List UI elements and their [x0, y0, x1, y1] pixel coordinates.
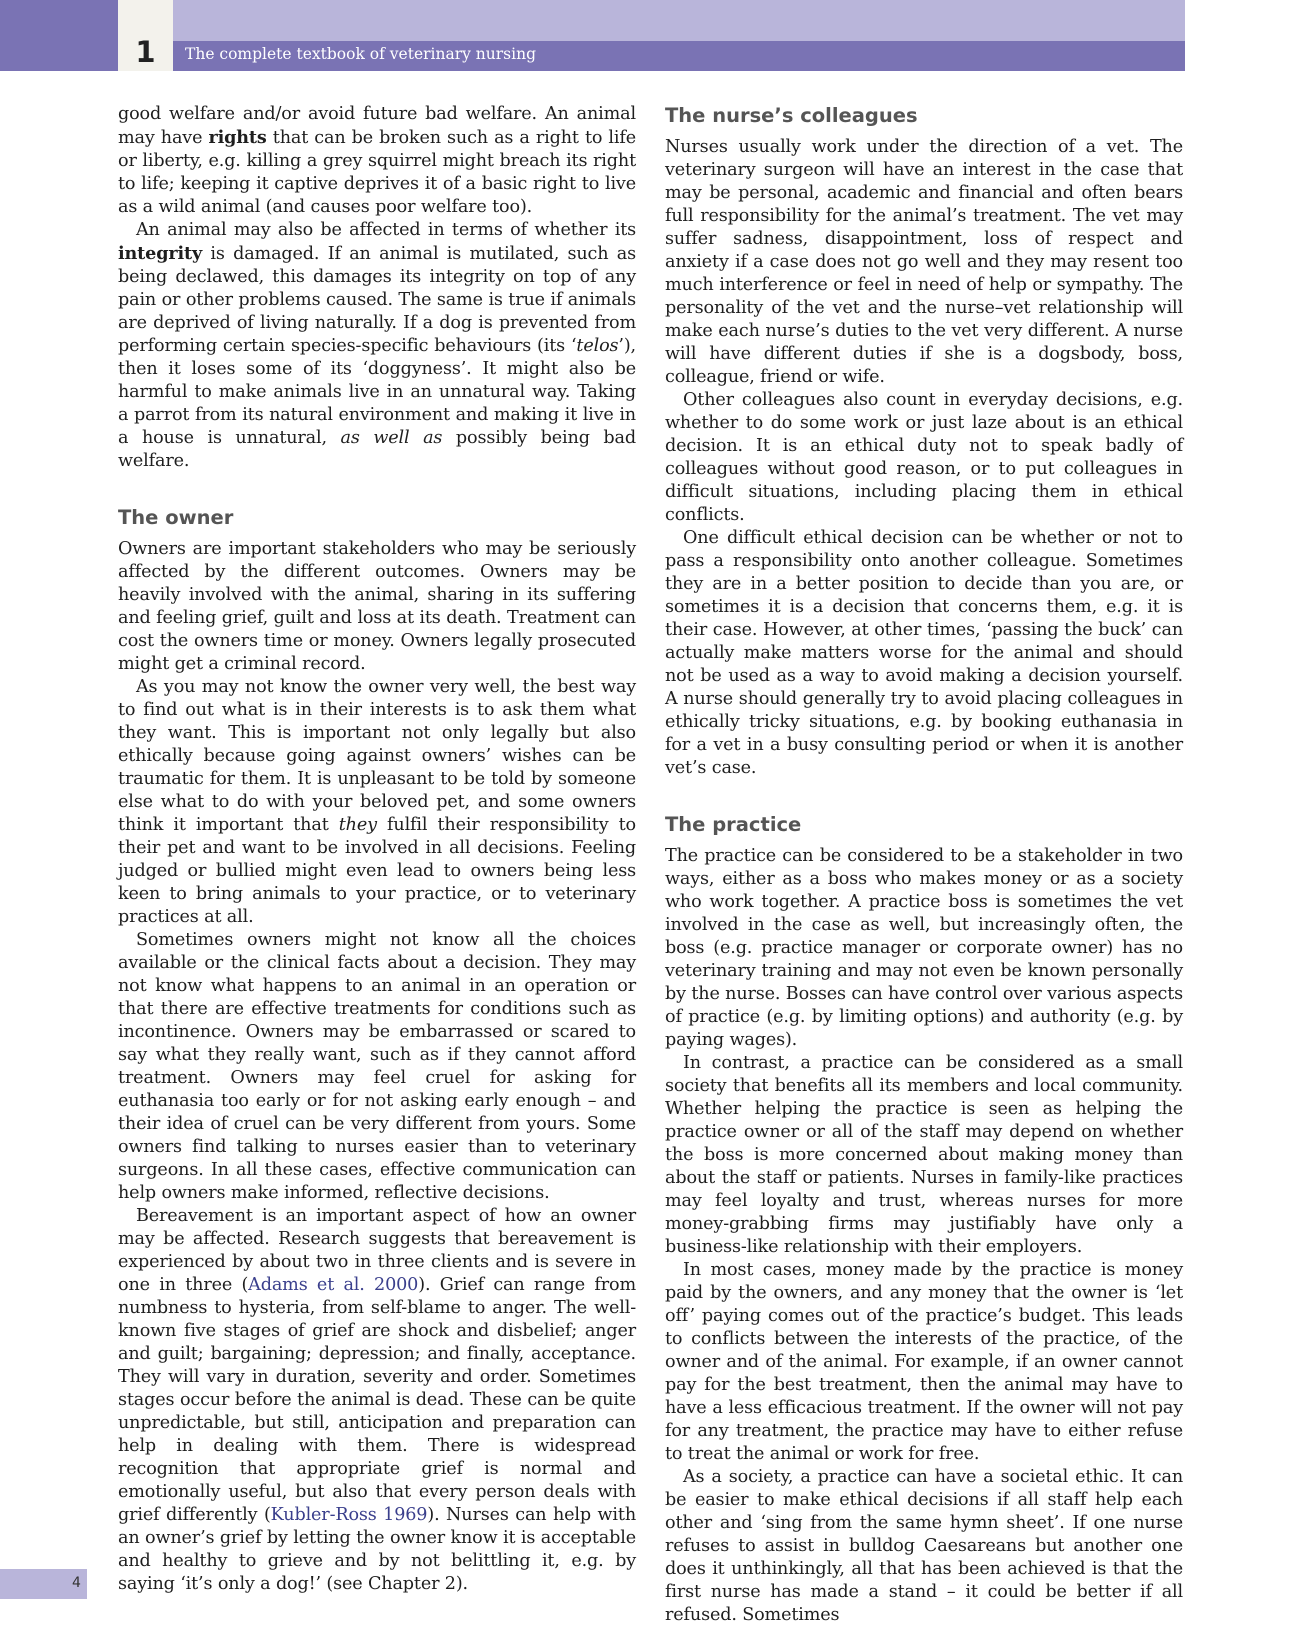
paragraph: Nurses usually work under the direction of a vet. The veterinary surgeon will have an interest in the case that may be personal, academic and financial and often bears full responsibility for the animal’s treatment. The vet may suffer sadness, disappointment, loss of respect and anxiety if a case does not go well and they may resent too much interference or feel in need of help or sympathy. The personality of the vet and the nurse–vet relationship will make each nurse’s duties to the vet very different. A nurse will have different duties if she is a dogsbody, boss, colleague, friend or wife.	[665, 137, 1183, 387]
paragraph: good welfare and/or avoid future bad welfare. An animal may have rights that can be broken such as a right to life or liberty, e.g. killing a grey squirrel might breach its right to life; keeping it captive deprives it of a basic right to live as a wild animal (and causes poor welfare too).	[118, 104, 637, 217]
paragraph: The practice can be considered to be a stakeholder in two ways, either as a boss who makes money or as a society who work together. A practice boss is sometimes the vet involved in the case as well, but increasingly often, the boss (e.g. practice manager or corporate owner) has no veterinary training and may not even be known personally by the nurse. Bosses can have control over various aspects of practice (e.g. by limiting options) and authority (e.g. by paying wages).	[665, 846, 1184, 1050]
paragraph: In contrast, a practice can be considered as a small society that benefits all its members and local community. Whether helping the practice is seen as helping the practice owner or all of the staff may depend on whether the boss is more concerned about making money than about the staff or patients. Nurses in family-like practices may feel loyalty and trust, whereas nurses for more money-grabbing firms may justifiably have only a business-like relationship with their employers.	[665, 1053, 1183, 1257]
chapter-number: 1	[135, 35, 156, 69]
citation-link[interactable]: Kubler-Ross 1969	[270, 1505, 428, 1525]
section-heading-owner: The owner	[118, 506, 234, 529]
section-heading-practice: The practice	[665, 813, 802, 836]
paragraph: In most cases, money made by the practice is money paid by the owners, and any money that the owner is ‘let off’ paying comes out of the practice’s budget. This leads to conflicts between the interests of the practice, of the owner and of the animal. For example, if an owner cannot pay for the best treatment, then the animal may have to have a less efficacious treatment. If the owner will not pay for any treatment, the practice may have to either refuse to treat the animal or work for free.	[665, 1260, 1183, 1464]
running-title: The complete textbook of veterinary nursing	[185, 45, 536, 63]
paragraph: An animal may also be affected in terms of whether its integrity is damaged. If an animal is mutilated, such as being declawed, this damages its integrity on top of any pain or other problems caused. The same is true if animals are deprived of living naturally. If a dog is prevented from performing certain species-specific behaviours (its ‘telos’), then it loses some of its ‘doggyness’. It might also be harmful to make animals live in an unnatural way. Taking a parrot from its natural environment and making it live in a house is unnatural, as well as possibly being bad welfare.	[118, 220, 636, 471]
header-left-block	[0, 0, 118, 41]
paragraph: Other colleagues also count in everyday decisions, e.g. whether to do some work or just laze about is an ethical decision. It is an ethical duty not to speak badly of colleagues without good reason, or to put colleagues in difficult situations, including placing them in ethical conflicts.	[665, 390, 1183, 525]
right-column	[665, 103, 1183, 1627]
left-column	[118, 103, 636, 1596]
paragraph: One difficult ethical decision can be whether or not to pass a responsibility onto another colleague. Sometimes they are in a better position to decide than you are, or sometimes it is a decision that concerns them, e.g. it is their case. However, at other times, ‘passing the buck’ can actually make matters worse for the animal and should not be used as a way to avoid making a decision yourself. A nurse should generally try to avoid placing colleagues in ethically tricky situations, e.g. by booking euthanasia in for a vet in a busy consulting period or when it is another vet’s case.	[665, 528, 1183, 778]
chapter-tab	[118, 0, 173, 71]
section-heading-colleagues: The nurse’s colleagues	[665, 104, 918, 127]
paragraph: As a society, a practice can have a societal ethic. It can be easier to make ethical decisions if all staff help each other and ‘sing from the same hymn sheet’. If one nurse refuses to assist in bulldog Caesareans but another one does it unthinkingly, all that has been achieved is that the first nurse has made a stand – it could be better if all refused. Sometimes	[665, 1467, 1183, 1625]
paragraph: Owners are important stakeholders who may be seriously affected by the different outcomes. Owners may be heavily involved with the animal, sharing in its suffering and feeling grief, guilt and loss at its death. Treatment can cost the owners time or money. Owners legally prosecuted might get a criminal record.	[118, 539, 636, 674]
page-number: 4	[72, 1575, 81, 1591]
paragraph: Sometimes owners might not know all the choices available or the clinical facts about a decision. They may not know what happens to an animal in an operation or that there are effective treatments for conditions such as incontinence. Owners may be embarrassed or scared to say what they really want, such as if they cannot afford treatment. Owners may feel cruel for asking for euthanasia too early or for not asking early enough – and their idea of cruel can be very different from yours. Some owners find talking to nurses easier than to veterinary surgeons. In all these cases, effective communication can help owners make informed, reflective decisions.	[118, 930, 636, 1203]
paragraph: As you may not know the owner very well, the best way to find out what is in their interests is to ask them what they want. This is important not only legally but also ethically because going against owners’ wishes can be traumatic for them. It is unpleasant to be told by someone else what to do with your beloved pet, and some owners think it important that they fulfil their responsibility to their pet and want to be involved in all decisions. Feeling judged or bullied might even lead to owners being less keen to bring animals to your practice, or to veterinary practices at all.	[118, 677, 636, 927]
header-band-light	[0, 0, 1185, 41]
header-band-dark	[0, 41, 1185, 71]
paragraph: Bereavement is an important aspect of how an owner may be affected. Research suggests that bereavement is experienced by about two in three clients and is severe in one in three (Adams et al. 2000). Grief can range from numbness to hysteria, from self-blame to anger. The well-known five stages of grief are shock and disbelief; anger and guilt; bargaining; depression; and finally, acceptance. They will vary in duration, severity and order. Sometimes stages occur before the animal is dead. These can be quite unpredictable, but still, anticipation and preparation can help in dealing with them. There is widespread recognition that appropriate grief is normal and emotionally useful, but also that every person deals with grief differently (Kubler-Ross 1969). Nurses can help with an owner’s grief by letting the owner know it is acceptable and healthy to grieve and by not belittling it, e.g. by saying ‘it’s only a dog!’ (see Chapter 2).	[118, 1206, 636, 1594]
citation-link[interactable]: Adams et al. 2000	[248, 1275, 419, 1295]
